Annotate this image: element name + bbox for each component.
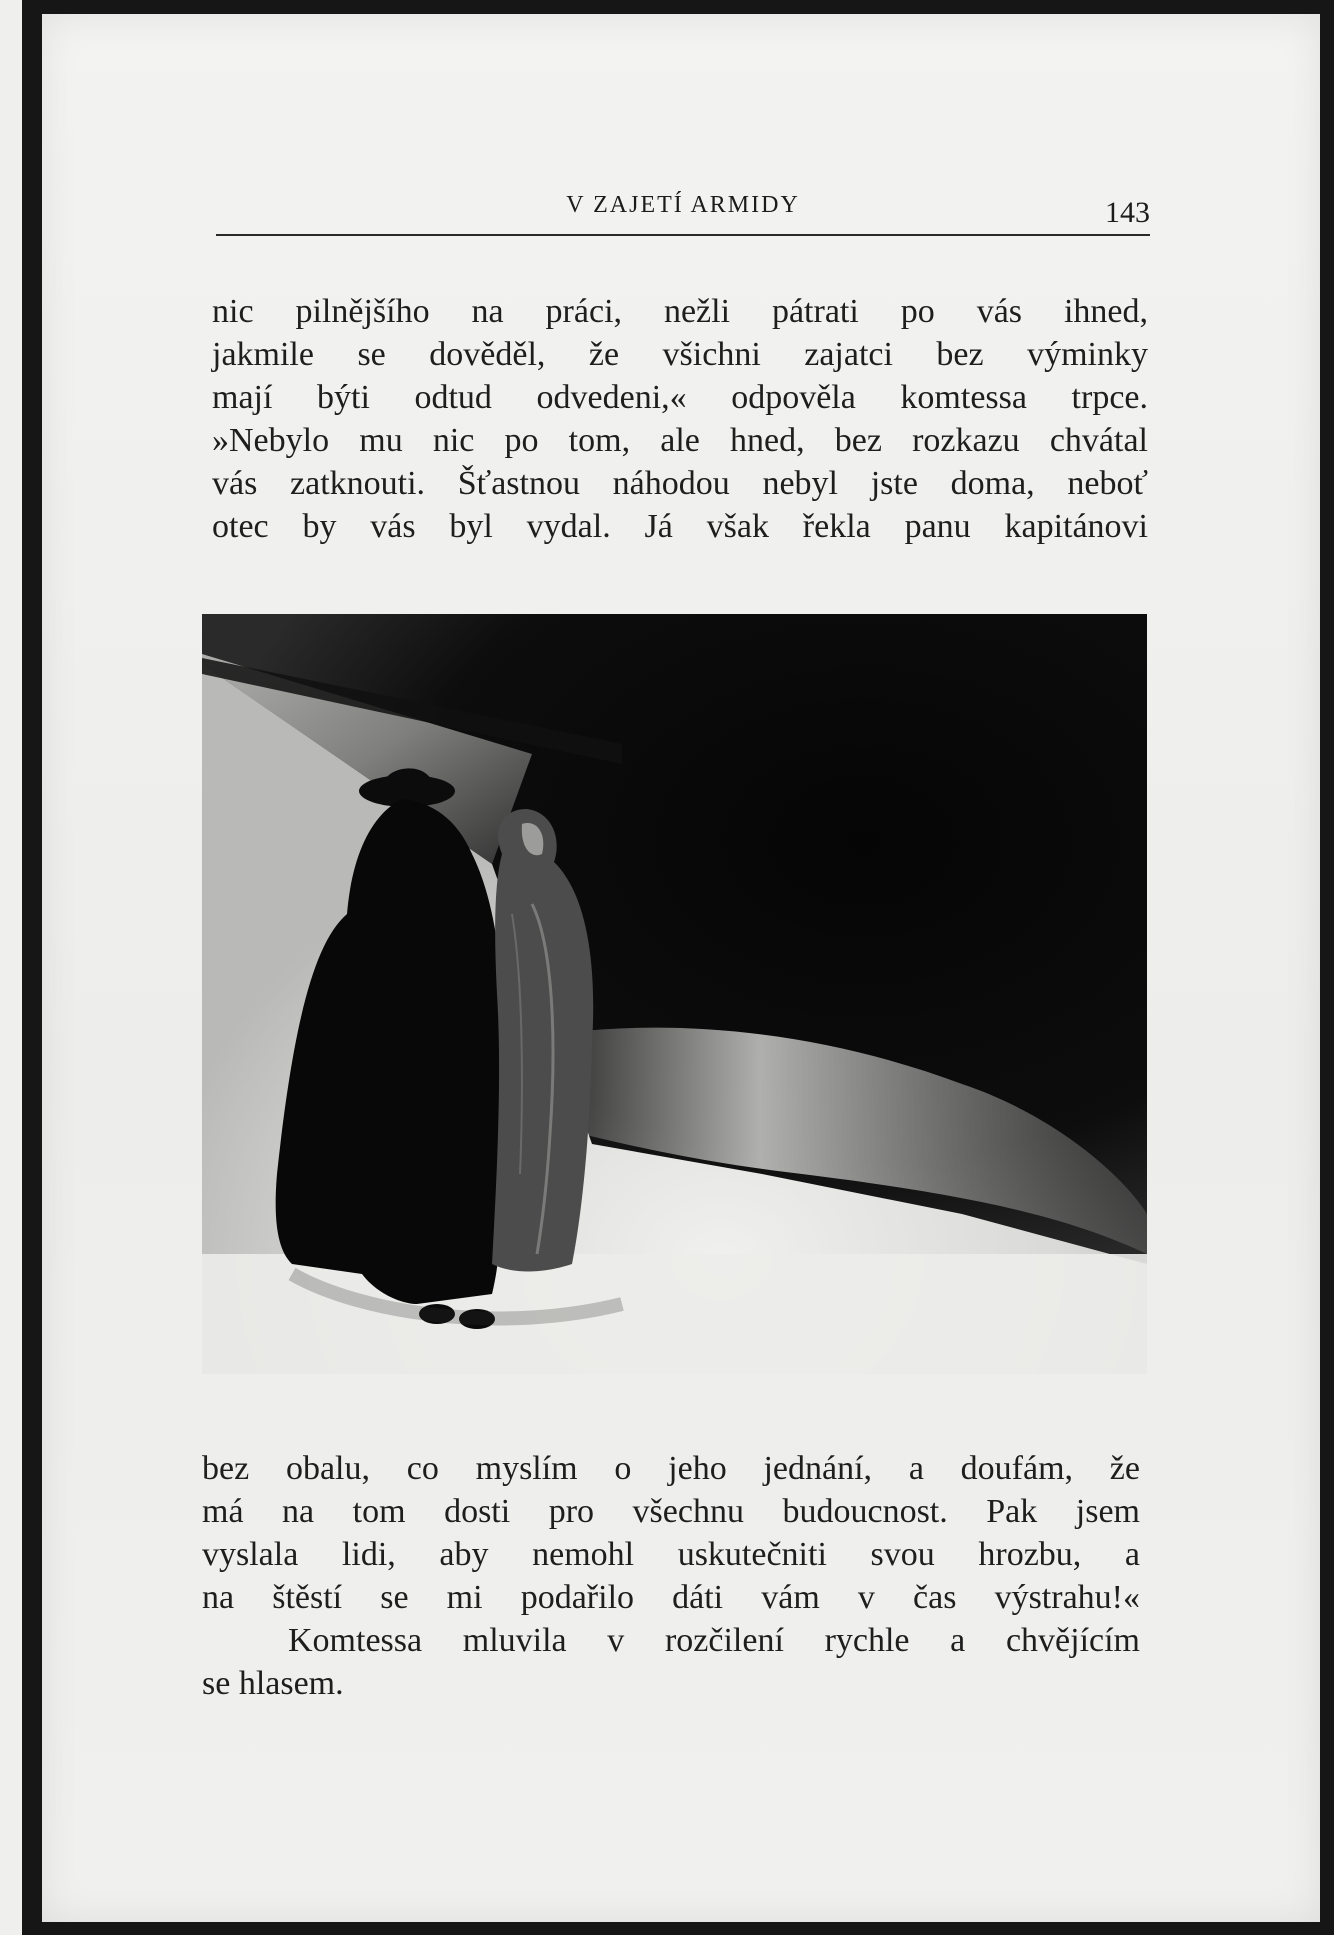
text-line: »Nebylo mu nic po tom, ale hned, bez rozkazu chvátal xyxy=(212,422,1148,459)
text-line: Komtessa mluvila v rozčilení rychle a chvějícím xyxy=(288,1622,1140,1659)
text-line: má na tom dosti pro všechnu budoucnost. Pak jsem xyxy=(202,1493,1140,1530)
text-line: se hlasem. xyxy=(202,1665,344,1702)
text-line: na štěstí se mi podařilo dáti vám v čas výstrahu!« xyxy=(202,1579,1140,1616)
text-line: otec by vás byl vydal. Já však řekla panu kapitánovi xyxy=(212,508,1148,545)
text-line: vyslala lidi, aby nemohl uskutečniti svou hrozbu, a xyxy=(202,1536,1140,1573)
page-edge-strip xyxy=(0,0,22,1935)
engraving-two-figures-night-icon xyxy=(202,614,1147,1374)
paragraph-top xyxy=(212,290,1148,548)
running-header xyxy=(216,184,1150,236)
book-page xyxy=(42,14,1320,1922)
text-line: mají býti odtud odvedeni,« odpověla komtessa trpce. xyxy=(212,379,1148,416)
page-number: 143 xyxy=(1105,196,1150,229)
text-line: jakmile se dověděl, že všichni zajatci bez výminky xyxy=(212,336,1148,373)
text-line: bez obalu, co myslím o jeho jednání, a doufám, že xyxy=(202,1450,1140,1487)
text-line: vás zatknouti. Šťastnou náhodou nebyl jste doma, neboť xyxy=(212,465,1148,502)
text-line: nic pilnějšího na práci, nežli pátrati po vás ihned, xyxy=(212,293,1148,330)
paragraph-bottom xyxy=(202,1447,1140,1705)
running-title: V ZAJETÍ ARMIDY xyxy=(566,192,800,218)
